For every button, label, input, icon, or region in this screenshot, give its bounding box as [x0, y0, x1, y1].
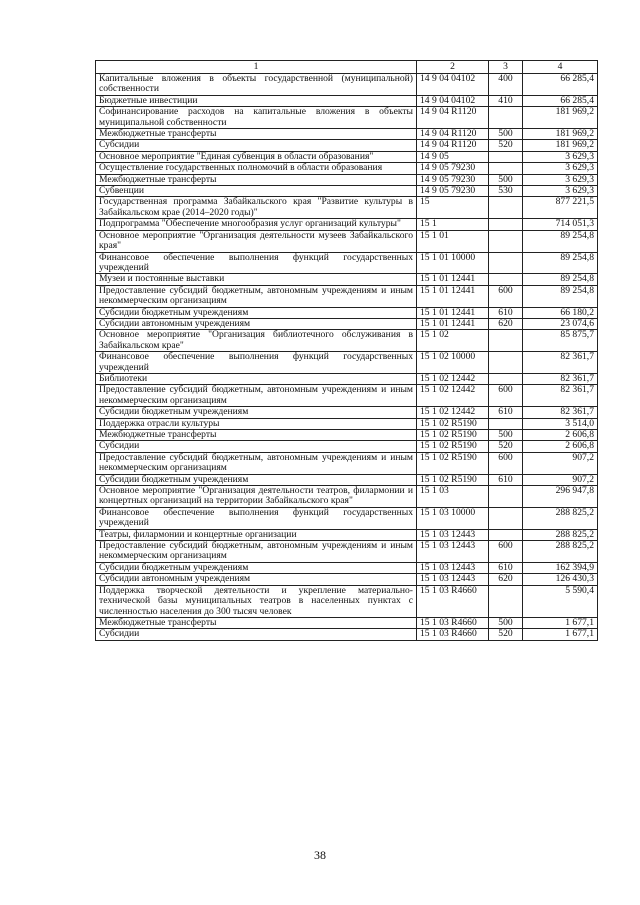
row-name: Предоставление субсидий бюджетным, автономным учреждениям и иным некоммерческим организациям — [96, 541, 417, 563]
row-amount: 288 825,2 — [523, 541, 598, 563]
row-type: 500 — [489, 129, 523, 140]
row-code: 15 — [417, 197, 489, 219]
row-name: Музеи и постоянные выставки — [96, 274, 417, 285]
row-type: 610 — [489, 474, 523, 485]
row-amount: 82 361,7 — [523, 407, 598, 418]
table-body — [96, 74, 598, 641]
row-type — [489, 163, 523, 174]
table-row — [96, 373, 598, 384]
row-amount: 2 606,8 — [523, 441, 598, 452]
table-row — [96, 219, 598, 230]
table-row — [96, 330, 598, 352]
row-amount: 907,2 — [523, 452, 598, 474]
table-row — [96, 352, 598, 374]
row-name: Субвенции — [96, 186, 417, 197]
row-amount: 296 947,8 — [523, 486, 598, 508]
row-amount: 82 361,7 — [523, 373, 598, 384]
row-code: 14 9 04 R1120 — [417, 140, 489, 151]
row-type: 500 — [489, 174, 523, 185]
row-amount: 89 254,8 — [523, 285, 598, 307]
row-type — [489, 230, 523, 252]
row-type — [489, 373, 523, 384]
table-row — [96, 507, 598, 529]
row-code: 15 1 03 R4660 — [417, 585, 489, 617]
row-name: Финансовое обеспечение выполнения функций государственных учреждений — [96, 252, 417, 274]
row-name: Субсидии — [96, 441, 417, 452]
row-code: 15 1 02 12442 — [417, 407, 489, 418]
row-code: 14 9 05 79230 — [417, 174, 489, 185]
row-amount: 3 629,3 — [523, 151, 598, 162]
row-amount: 126 430,3 — [523, 574, 598, 585]
row-amount: 181 969,2 — [523, 129, 598, 140]
row-type — [489, 352, 523, 374]
row-name: Межбюджетные трансферты — [96, 174, 417, 185]
row-name: Субсидии автономным учреждениям — [96, 318, 417, 329]
row-code: 15 1 02 — [417, 330, 489, 352]
table-row — [96, 307, 598, 318]
row-code: 15 1 — [417, 219, 489, 230]
table-row — [96, 197, 598, 219]
row-code: 15 1 01 12441 — [417, 274, 489, 285]
row-name: Субсидии бюджетным учреждениям — [96, 307, 417, 318]
row-amount: 89 254,8 — [523, 252, 598, 274]
row-amount: 181 969,2 — [523, 107, 598, 129]
table-row — [96, 285, 598, 307]
row-type: 610 — [489, 407, 523, 418]
row-code: 15 1 02 12442 — [417, 385, 489, 407]
row-code: 14 9 04 04102 — [417, 95, 489, 106]
row-amount: 288 825,2 — [523, 507, 598, 529]
row-name: Предоставление субсидий бюджетным, автономным учреждениям и иным некоммерческим организациям — [96, 385, 417, 407]
row-amount: 3 629,3 — [523, 174, 598, 185]
row-code: 14 9 04 R1120 — [417, 129, 489, 140]
row-code: 15 1 03 12443 — [417, 529, 489, 540]
row-type: 610 — [489, 307, 523, 318]
row-code: 14 9 05 — [417, 151, 489, 162]
table-row — [96, 318, 598, 329]
table-row — [96, 163, 598, 174]
row-amount: 288 825,2 — [523, 529, 598, 540]
table-row — [96, 151, 598, 162]
row-type — [489, 219, 523, 230]
row-type: 520 — [489, 140, 523, 151]
row-type — [489, 529, 523, 540]
row-name: Капитальные вложения в объекты государственной (муниципальной) собственности — [96, 74, 417, 96]
row-type: 400 — [489, 74, 523, 96]
budget-table — [95, 60, 598, 641]
row-type — [489, 197, 523, 219]
row-type: 520 — [489, 629, 523, 640]
row-code: 14 9 04 R1120 — [417, 107, 489, 129]
row-code: 15 1 01 12441 — [417, 307, 489, 318]
table-row — [96, 252, 598, 274]
row-name: Межбюджетные трансферты — [96, 430, 417, 441]
row-name: Поддержка творческой деятельности и укрепление материально-технической базы муниципальных театров в населенных пунктах с численностью населения до 300 тысяч человек — [96, 585, 417, 617]
row-amount: 89 254,8 — [523, 230, 598, 252]
table-row — [96, 407, 598, 418]
table-row — [96, 529, 598, 540]
table-row — [96, 274, 598, 285]
header-col-1: 1 — [96, 61, 417, 74]
row-type — [489, 107, 523, 129]
row-amount: 1 677,1 — [523, 617, 598, 628]
row-type — [489, 507, 523, 529]
row-amount: 89 254,8 — [523, 274, 598, 285]
row-name: Межбюджетные трансферты — [96, 129, 417, 140]
row-type: 620 — [489, 318, 523, 329]
table-row — [96, 95, 598, 106]
header-col-3: 3 — [489, 61, 523, 74]
row-type — [489, 151, 523, 162]
row-code: 15 1 03 12443 — [417, 562, 489, 573]
row-amount: 162 394,9 — [523, 562, 598, 573]
row-type: 610 — [489, 562, 523, 573]
table-row — [96, 474, 598, 485]
row-name: Субсидии бюджетным учреждениям — [96, 562, 417, 573]
row-code: 15 1 01 10000 — [417, 252, 489, 274]
row-amount: 1 677,1 — [523, 629, 598, 640]
table-row — [96, 74, 598, 96]
row-amount: 5 590,4 — [523, 585, 598, 617]
row-name: Софинансирование расходов на капитальные вложения в объекты муниципальной собственности — [96, 107, 417, 129]
row-name: Поддержка отрасли культуры — [96, 418, 417, 429]
row-name: Предоставление субсидий бюджетным, автономным учреждениям и иным некоммерческим организациям — [96, 285, 417, 307]
row-type: 530 — [489, 186, 523, 197]
table-row — [96, 629, 598, 640]
row-name: Театры, филармонии и концертные организации — [96, 529, 417, 540]
row-amount: 66 285,4 — [523, 95, 598, 106]
row-type: 600 — [489, 452, 523, 474]
row-amount: 877 221,5 — [523, 197, 598, 219]
table-row — [96, 174, 598, 185]
row-code: 15 1 01 12441 — [417, 285, 489, 307]
row-amount: 23 074,6 — [523, 318, 598, 329]
row-name: Субсидии автономным учреждениям — [96, 574, 417, 585]
row-code: 15 1 02 12442 — [417, 373, 489, 384]
table-row — [96, 129, 598, 140]
table-row — [96, 562, 598, 573]
row-type: 620 — [489, 574, 523, 585]
row-name: Основное мероприятие "Организация деятельности театров, филармонии и концертных организаций на территории Забайкальского края" — [96, 486, 417, 508]
table-row — [96, 140, 598, 151]
table-row — [96, 452, 598, 474]
row-code: 15 1 02 R5190 — [417, 452, 489, 474]
row-code: 15 1 01 — [417, 230, 489, 252]
table-row — [96, 107, 598, 129]
page-number: 38 — [314, 848, 326, 862]
row-type — [489, 274, 523, 285]
header-col-2: 2 — [417, 61, 489, 74]
table-row — [96, 385, 598, 407]
row-name: Субсидии — [96, 140, 417, 151]
row-type: 600 — [489, 541, 523, 563]
row-code: 15 1 02 10000 — [417, 352, 489, 374]
row-code: 15 1 03 10000 — [417, 507, 489, 529]
table-row — [96, 486, 598, 508]
row-amount: 82 361,7 — [523, 385, 598, 407]
row-name: Межбюджетные трансферты — [96, 617, 417, 628]
row-type — [489, 486, 523, 508]
row-amount: 85 875,7 — [523, 330, 598, 352]
row-code: 15 1 02 R5190 — [417, 418, 489, 429]
row-amount: 82 361,7 — [523, 352, 598, 374]
table-row — [96, 441, 598, 452]
row-type — [489, 330, 523, 352]
row-type — [489, 585, 523, 617]
row-type: 500 — [489, 430, 523, 441]
row-name: Финансовое обеспечение выполнения функций государственных учреждений — [96, 507, 417, 529]
table-row — [96, 541, 598, 563]
row-name: Бюджетные инвестиции — [96, 95, 417, 106]
row-code: 15 1 03 R4660 — [417, 629, 489, 640]
header-col-4: 4 — [523, 61, 598, 74]
row-code: 15 1 03 12443 — [417, 541, 489, 563]
header-row — [96, 61, 598, 74]
row-code: 15 1 02 R5190 — [417, 430, 489, 441]
table-row — [96, 617, 598, 628]
row-amount: 907,2 — [523, 474, 598, 485]
row-code: 14 9 05 79230 — [417, 186, 489, 197]
row-amount: 66 180,2 — [523, 307, 598, 318]
row-code: 15 1 03 — [417, 486, 489, 508]
row-name: Субсидии бюджетным учреждениям — [96, 474, 417, 485]
row-code: 15 1 01 12441 — [417, 318, 489, 329]
row-code: 15 1 02 R5190 — [417, 441, 489, 452]
table-row — [96, 418, 598, 429]
row-type: 600 — [489, 285, 523, 307]
row-amount: 3 629,3 — [523, 186, 598, 197]
row-name: Финансовое обеспечение выполнения функций государственных учреждений — [96, 352, 417, 374]
row-name: Государственная программа Забайкальского края "Развитие культуры в Забайкальском крае (2014–2020 годы)" — [96, 197, 417, 219]
row-name: Субсидии бюджетным учреждениям — [96, 407, 417, 418]
row-type: 500 — [489, 617, 523, 628]
table-row — [96, 574, 598, 585]
table-row — [96, 430, 598, 441]
row-code: 14 9 04 04102 — [417, 74, 489, 96]
table-row — [96, 186, 598, 197]
row-amount: 181 969,2 — [523, 140, 598, 151]
row-name: Предоставление субсидий бюджетным, автономным учреждениям и иным некоммерческим организациям — [96, 452, 417, 474]
row-name: Основное мероприятие "Организация библиотечного обслуживания в Забайкальском крае" — [96, 330, 417, 352]
row-name: Основное мероприятие "Организация деятельности музеев Забайкальского края" — [96, 230, 417, 252]
row-code: 15 1 02 R5190 — [417, 474, 489, 485]
row-amount: 66 285,4 — [523, 74, 598, 96]
row-code: 15 1 03 R4660 — [417, 617, 489, 628]
row-type: 410 — [489, 95, 523, 106]
row-type: 520 — [489, 441, 523, 452]
row-type — [489, 418, 523, 429]
row-name: Основное мероприятие "Единая субвенция в области образования" — [96, 151, 417, 162]
row-amount: 2 606,8 — [523, 430, 598, 441]
table-row — [96, 585, 598, 617]
row-amount: 714 051,3 — [523, 219, 598, 230]
row-code: 14 9 05 79230 — [417, 163, 489, 174]
row-name: Подпрограмма "Обеспечение многообразия услуг организаций культуры" — [96, 219, 417, 230]
row-name: Библиотеки — [96, 373, 417, 384]
row-type — [489, 252, 523, 274]
row-code: 15 1 03 12443 — [417, 574, 489, 585]
row-amount: 3 514,0 — [523, 418, 598, 429]
row-type: 600 — [489, 385, 523, 407]
row-name: Субсидии — [96, 629, 417, 640]
table-row — [96, 230, 598, 252]
row-amount: 3 629,3 — [523, 163, 598, 174]
row-name: Осуществление государственных полномочий в области образования — [96, 163, 417, 174]
